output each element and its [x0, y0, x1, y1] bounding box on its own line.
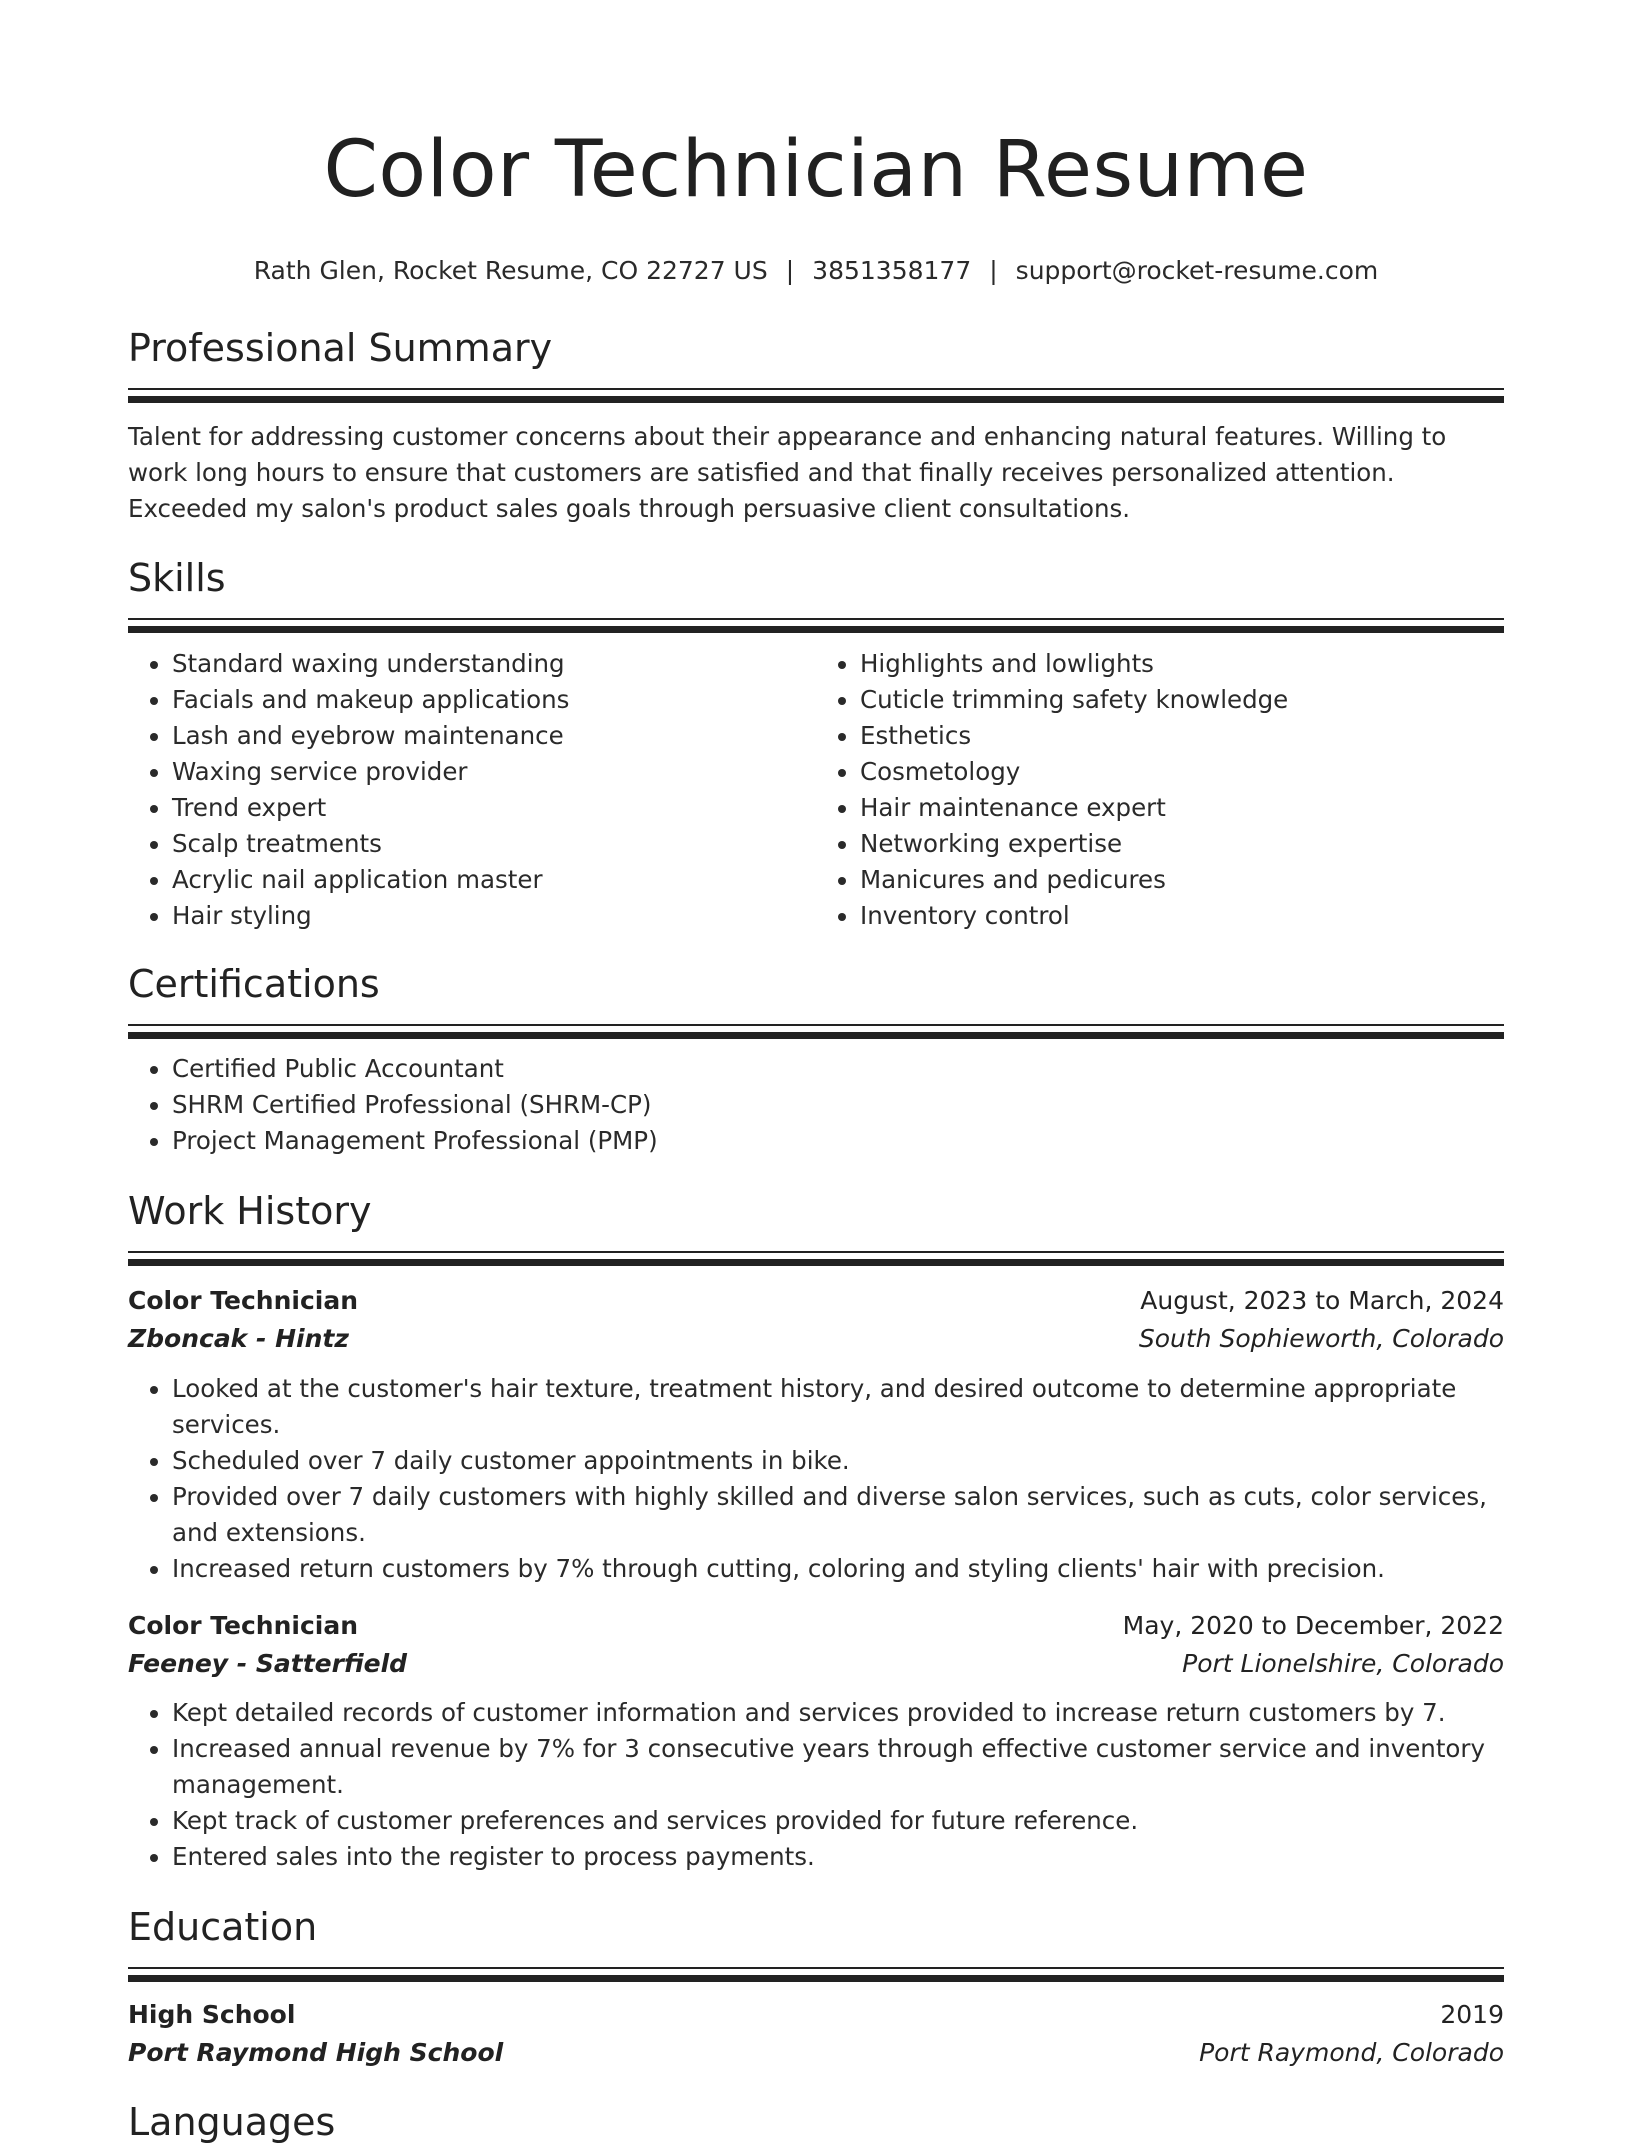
summary-section	[128, 324, 1504, 527]
summary-heading: Professional Summary	[128, 326, 553, 370]
job-entry	[128, 1282, 1504, 1587]
job-bullet: • Looked at the customer's hair texture, treatment history, and desired outcome to determine appropriate services.	[172, 1371, 1504, 1443]
skill-item: • Facials and makeup applications	[172, 682, 816, 718]
job-bullets	[128, 1695, 1504, 1875]
education-year: 2019	[1440, 2000, 1504, 2029]
section-divider	[128, 1967, 1504, 1982]
skill-item: • Acrylic nail application master	[172, 862, 816, 898]
job-bullet: • Kept detailed records of customer information and services provided to increase return customers by 7.	[172, 1695, 1504, 1731]
skills-columns	[128, 646, 1504, 934]
job-location: South Sophieworth, Colorado	[1138, 1324, 1504, 1353]
education-degree: High School	[128, 2000, 296, 2029]
job-bullet: • Increased annual revenue by 7% for 3 consecutive years through effective customer service and inventory management.	[172, 1731, 1504, 1803]
skill-item: • Hair styling	[172, 898, 816, 934]
job-bullet: • Provided over 7 daily customers with highly skilled and diverse salon services, such as cuts, color services, and extensions.	[172, 1479, 1504, 1551]
certifications-list	[128, 1051, 1504, 1159]
job-header	[128, 1607, 1504, 1645]
skills-list-left	[128, 646, 816, 934]
certification-item: • Certified Public Accountant	[172, 1051, 1504, 1087]
skills-heading: Skills	[128, 556, 226, 600]
job-location: Port Lionelshire, Colorado	[1182, 1649, 1504, 1678]
section-divider	[128, 388, 1504, 403]
contact-separator: |	[785, 256, 795, 285]
skills-section	[128, 554, 1504, 934]
job-header	[128, 1282, 1504, 1320]
certifications-heading: Certifications	[128, 962, 380, 1006]
section-divider	[128, 618, 1504, 633]
languages-heading: Languages	[128, 2100, 336, 2144]
job-title: Color Technician	[128, 1611, 359, 1640]
job-subheader	[128, 1645, 1504, 1683]
skill-item: • Trend expert	[172, 790, 816, 826]
work-heading: Work History	[128, 1189, 372, 1233]
job-bullets	[128, 1371, 1504, 1587]
certification-item: • Project Management Professional (PMP)	[172, 1123, 1504, 1159]
job-subheader	[128, 1320, 1504, 1358]
job-title: Color Technician	[128, 1286, 359, 1315]
job-bullet: • Scheduled over 7 daily customer appointments in bike.	[172, 1443, 1504, 1479]
contact-email[interactable]: support@rocket-resume.com	[1015, 256, 1379, 285]
section-divider	[128, 1251, 1504, 1266]
certifications-section	[128, 960, 1504, 1159]
skill-item: • Manicures and pedicures	[860, 862, 1504, 898]
education-subheader	[128, 2034, 1504, 2072]
skill-item: • Inventory control	[860, 898, 1504, 934]
job-company: Zboncak - Hintz	[128, 1324, 349, 1353]
skill-item: • Highlights and lowlights	[860, 646, 1504, 682]
skill-item: • Scalp treatments	[172, 826, 816, 862]
languages-section	[128, 2098, 1504, 2146]
skill-item: • Cuticle trimming safety knowledge	[860, 682, 1504, 718]
job-company: Feeney - Satterfield	[128, 1649, 408, 1678]
job-dates: August, 2023 to March, 2024	[1140, 1286, 1504, 1315]
education-location: Port Raymond, Colorado	[1199, 2038, 1504, 2067]
skill-item: • Networking expertise	[860, 826, 1504, 862]
education-entry	[128, 1996, 1504, 2072]
work-section	[128, 1187, 1504, 1875]
education-school: Port Raymond High School	[128, 2038, 504, 2067]
job-bullet: • Increased return customers by 7% through cutting, coloring and styling clients' hair with precision.	[172, 1551, 1504, 1587]
resume-title: Color Technician Resume	[323, 125, 1309, 215]
summary-text: Talent for addressing customer concerns about their appearance and enhancing natural features. Willing to work long hours to ensure that customers are satisfied and that finally receives personalized attention. Exceeded my salon's product sales goals through persuasive client consultations.	[128, 422, 1447, 523]
skill-item: • Hair maintenance expert	[860, 790, 1504, 826]
section-divider	[128, 1024, 1504, 1039]
skill-item: • Esthetics	[860, 718, 1504, 754]
job-bullet: • Entered sales into the register to process payments.	[172, 1839, 1504, 1875]
skill-item: • Waxing service provider	[172, 754, 816, 790]
contact-line	[128, 254, 1504, 288]
job-entry	[128, 1607, 1504, 1875]
education-heading: Education	[128, 1905, 318, 1949]
education-header	[128, 1996, 1504, 2034]
skill-item: • Lash and eyebrow maintenance	[172, 718, 816, 754]
skill-item: • Standard waxing understanding	[172, 646, 816, 682]
job-dates: May, 2020 to December, 2022	[1122, 1611, 1504, 1640]
contact-separator: |	[989, 256, 998, 285]
resume-page	[128, 0, 1504, 2146]
certification-item: • SHRM Certified Professional (SHRM-CP)	[172, 1087, 1504, 1123]
skills-list-right	[816, 646, 1504, 934]
skill-item: • Cosmetology	[860, 754, 1504, 790]
contact-address: Rath Glen, Rocket Resume, CO 22727 US	[253, 256, 768, 285]
education-section	[128, 1903, 1504, 2072]
contact-phone: 3851358177	[812, 256, 972, 285]
job-bullet: • Kept track of customer preferences and services provided for future reference.	[172, 1803, 1504, 1839]
